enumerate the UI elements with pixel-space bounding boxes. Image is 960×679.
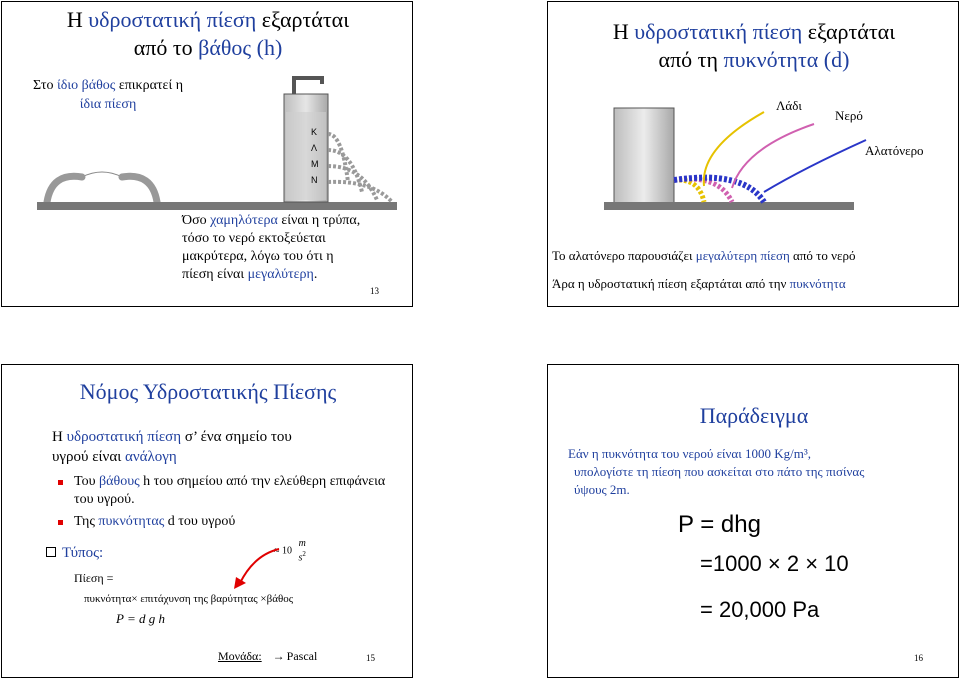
formula-label: Τύπος:	[46, 545, 103, 562]
slide-14	[547, 1, 959, 307]
slide-15	[1, 364, 413, 678]
problem-statement: Εάν η πυκνότητα του νερού είναι 1000 Kg/m³, υπολογίστε τη πίεση που ασκείται στο πάτο της πισίνας ύψους 2m.	[568, 446, 865, 497]
label-oil: Λάδι	[776, 98, 802, 113]
label-saltwater: Αλατόνερο	[865, 143, 924, 158]
checkbox-bullet-icon	[46, 547, 56, 557]
slide-16	[547, 364, 959, 678]
bullet-density: Της πυκνότητας d του υγρού	[58, 513, 398, 531]
hole-label-m: M	[311, 159, 319, 169]
conclusion-line-2: Άρα η υδροστατική πίεση εξαρτάται από την πυκνότητα	[552, 276, 846, 291]
equation-3: = 20,000 Pa	[700, 597, 820, 622]
law-intro: Η υδροστατική πίεση σ’ ένα σημείο του υγρού είναι ανάλογη	[52, 429, 292, 465]
hole-label-l: Λ	[311, 143, 318, 153]
equation-1: P = dhg	[678, 511, 761, 538]
hole-label-k: K	[311, 127, 318, 137]
hole-label-n: N	[311, 175, 318, 185]
pressure-equals: Πίεση =	[74, 571, 114, 585]
same-depth-note: Στο ίδιο βάθος επικρατεί η ίδια πίεση	[32, 78, 184, 112]
product-line: πυκνότητα× επιτάχυνση της βαρύτητας ×βάθος	[84, 593, 294, 605]
gravity-approx: ≈ 10 m $s^2$	[274, 538, 306, 564]
law-bullets	[58, 473, 398, 531]
arrow-right-icon: →	[272, 649, 285, 663]
formula-pdgh: P = d g h	[116, 611, 165, 626]
slide-title: Παράδειγμα	[699, 403, 809, 428]
page-number: 15	[366, 653, 375, 663]
unit-line: Μονάδα: → Pascal	[218, 649, 318, 663]
slide-13	[1, 1, 413, 307]
page-number: 13	[370, 286, 379, 296]
label-water: Νερό	[835, 108, 863, 123]
slide-title: Η υδροστατική πίεση εξαρτάται από τη πυκνότητα (d)	[612, 19, 896, 72]
bullet-depth: Του βάθους h του σημείου από την ελεύθερη επιφάνεια του υγρού.	[58, 473, 398, 509]
equation-2: =1000 × 2 × 10	[700, 551, 849, 576]
slide-title: Νόμος Υδροστατικής Πίεσης	[79, 379, 337, 404]
conclusion-line-1: Το αλατόνερο παρουσιάζει μεγαλύτερη πίεση από το νερό	[552, 248, 856, 263]
slide-title: Η υδροστατική πίεση εξαρτάται από το βάθος (h)	[66, 7, 350, 60]
caption: Όσο χαμηλότερα είναι η τρύπα, τόσο το νερό εκτοξεύεται μακρύτερα, λόγω του ότι η πίεση είναι μεγαλύτερη.	[182, 213, 361, 282]
page-number: 16	[914, 653, 923, 663]
tank-illustration	[32, 72, 402, 212]
gravity-arrow	[224, 545, 284, 595]
